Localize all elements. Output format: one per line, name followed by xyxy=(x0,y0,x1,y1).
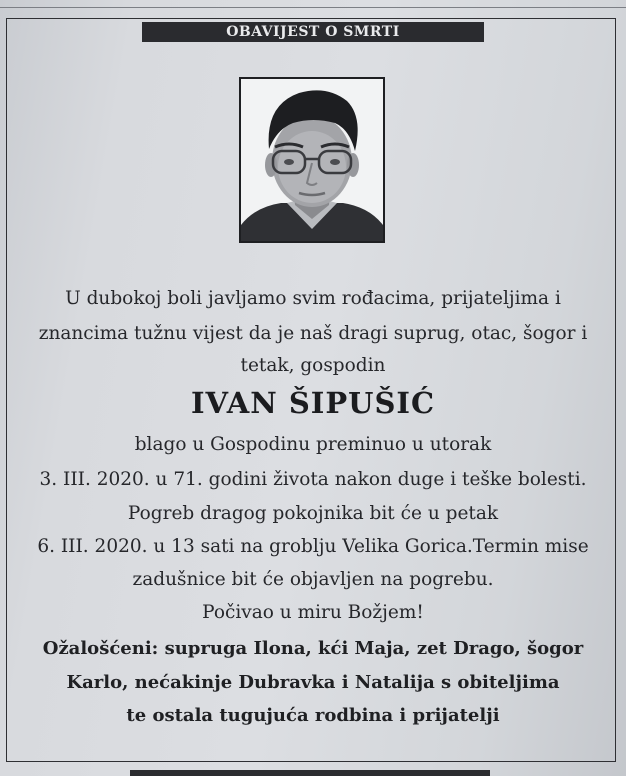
notice-header: OBAVIJEST O SMRTI xyxy=(142,22,484,42)
intro-line: U dubokoj boli javljamo svim rođacima, prijateljima i xyxy=(65,288,561,309)
details-line: Pogreb dragog pokojnika bit će u petak xyxy=(127,503,499,524)
details-line: 6. III. 2020. u 13 sati na groblju Velika Gorica.Termin mise xyxy=(37,536,589,557)
bottom-rule xyxy=(130,770,490,776)
details-line: blago u Gospodinu preminuo u utorak xyxy=(134,434,492,455)
details-line: Počivao u miru Božjem! xyxy=(202,602,424,623)
mourners-line: te ostala tugujuća rodbina i prijatelji xyxy=(126,705,500,726)
intro-line: znancima tužnu vijest da je naš dragi suprug, otac, šogor i xyxy=(38,323,588,344)
intro-line: tetak, gospodin xyxy=(240,355,386,376)
mourners-line: Ožalošćeni: supruga Ilona, kći Maja, zet Drago, šogor xyxy=(42,638,584,659)
deceased-name: IVAN ŠIPUŠIĆ xyxy=(190,386,436,420)
mourners-line: Karlo, nećakinje Dubravka i Natalija s obiteljima xyxy=(66,672,560,693)
top-rule xyxy=(0,7,626,8)
portrait-icon xyxy=(241,79,383,241)
details-line: 3. III. 2020. u 71. godini života nakon duge i teške bolesti. xyxy=(39,469,587,490)
portrait-photo xyxy=(239,77,385,243)
details-line: zadušnice bit će objavljen na pogrebu. xyxy=(132,569,494,590)
